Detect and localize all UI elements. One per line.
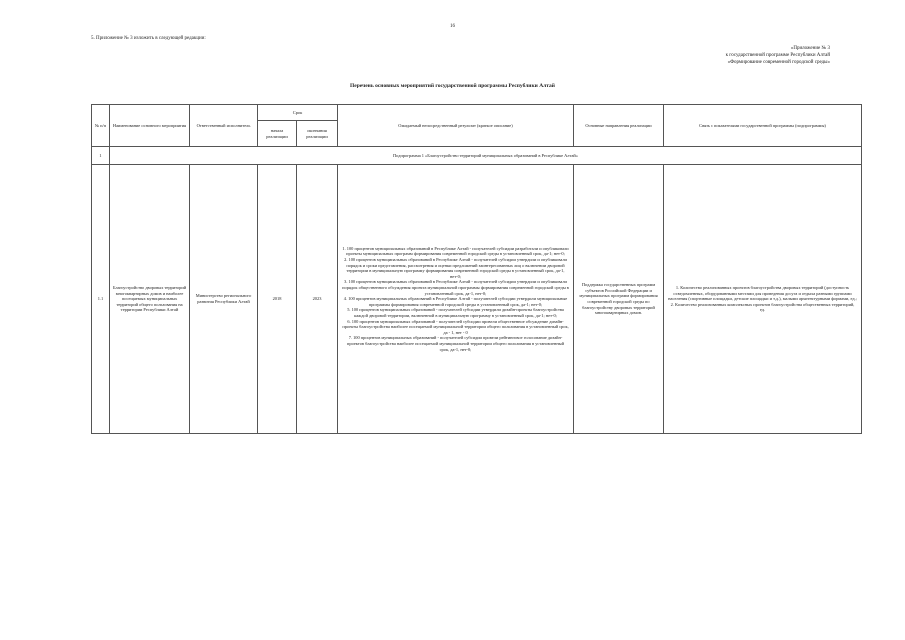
result-item: 5. 100 процентов муниципальных образований - получателей субсидии утвердили дизайн-проекты благоустройства каждой дворовой территории, включенной в муниципальную программу в установленный срок, да-1; нет-0; [347, 307, 564, 318]
row-name: Благоустройство дворовых территорий многоквартирных домов и наиболее посещаемых муниципальных территорий общего пользования на территории Республики Алтай [110, 165, 190, 434]
row-results [338, 165, 574, 434]
result-item: 1. 100 процентов муниципальных образований в Республике Алтай - получателей субсидии разработали и опубликовали проекты муниципальных программ формирования современной городской среды в установленный срок, да-1; нет-0; [342, 245, 569, 257]
indicator-item: 1. Количество реализованных проектов благоустройства дворовых территорий (доступность осведомленных, оборудованными местами для проведения досуга и отдыха разными группами населения (спортивные площадки, детские площадки и т.д.), малыми архитектурными формами, ед.; [668, 285, 857, 302]
header-term: Срок [258, 105, 338, 121]
row-directions: Поддержка государственных программ субъектов Российской Федерации и муниципальных программ формирования современной городской среды по благоустройству дворовых территорий многоквартирных домов. [574, 165, 664, 434]
appendix-header [630, 45, 830, 66]
header-result: Ожидаемый непосредственный результат (краткое описание) [338, 105, 574, 147]
subprogram-title: Подпрограмма 1 «Благоустройство территорий муниципальных образований в Республике Алтай» [110, 147, 862, 165]
indicator-item: 2. Количество реализованных комплексных проектов благоустройства общественных территорий, ед. [670, 301, 855, 313]
appendix-line-1: «Приложение № 3 [790, 46, 830, 51]
header-num: № п/п [92, 105, 110, 147]
row-num: 1.1 [92, 165, 110, 434]
result-item: 2. 100 процентов муниципальных образований в Республике Алтай - получателей субсидии утвердили и опубликовали порядок и сроки представления, рассмотрения и оценки предложений заинтересованных лиц о включении дворовой территории в муниципальную программу формирования современной городской среды в установленный срок, да-1, нет-0; [344, 257, 567, 279]
header-directions: Основные направления реализации [574, 105, 664, 147]
row-start: 2018 [258, 165, 297, 434]
subprogram-row [92, 147, 862, 165]
measures-table [91, 104, 862, 434]
result-item: 7. 100 процентов муниципальных образований - получателей субсидии провели рейтинговое голосование дизайн-проектов благоустройства наиболее посещаемой муниципальной территории общего пользования в установленный срок, да-1, нет-0; [347, 335, 564, 352]
row-end: 2023 [297, 165, 338, 434]
result-item: 6. 100 процентов муниципальных образований - получателей субсидии провели общественное обсуждение дизайн-проекты благоустройства наиболее посещаемой муниципальной территории общего пользования в установленный срок, да - 1, нет - 0 [342, 318, 569, 335]
header-name: Наименование основного мероприятия [110, 105, 190, 147]
result-item: 3. 100 процентов муниципальных образований в Республике Алтай - получателей субсидии утвердили и опубликовали порядок общественного обсуждения проекта муниципальной программы формирования современной городской среды в установленный срок, да-1, нет-0; [342, 279, 569, 296]
intro-text: 5. Приложение № 3 изложить в следующей редакции: [91, 36, 206, 41]
header-term-end: окончания реализации [297, 121, 338, 147]
subprogram-num: 1 [92, 147, 110, 165]
appendix-line-2: к государственной программе Республики Алтай [725, 53, 830, 58]
row-executor: Министерство регионального развития Республики Алтай [190, 165, 258, 434]
header-term-start: начала реализации [258, 121, 297, 147]
page-number: 16 [450, 24, 455, 29]
header-executor: Ответственный исполнитель [190, 105, 258, 147]
row-indicators [664, 165, 862, 434]
result-item: 4. 100 процентов муниципальных образований в Республике Алтай - получателей субсидии утвердили муниципальные программы формирования современной городской среды в установленный срок, да-1; нет-0; [343, 296, 568, 307]
header-indicators: Связь с показателями государственной программы (подпрограммы) [664, 105, 862, 147]
document-title: Перечень основных мероприятий государственной программы Республики Алтай [350, 83, 555, 89]
table-row [92, 165, 862, 434]
appendix-line-3: «Формирование современной городской среды» [727, 60, 830, 65]
